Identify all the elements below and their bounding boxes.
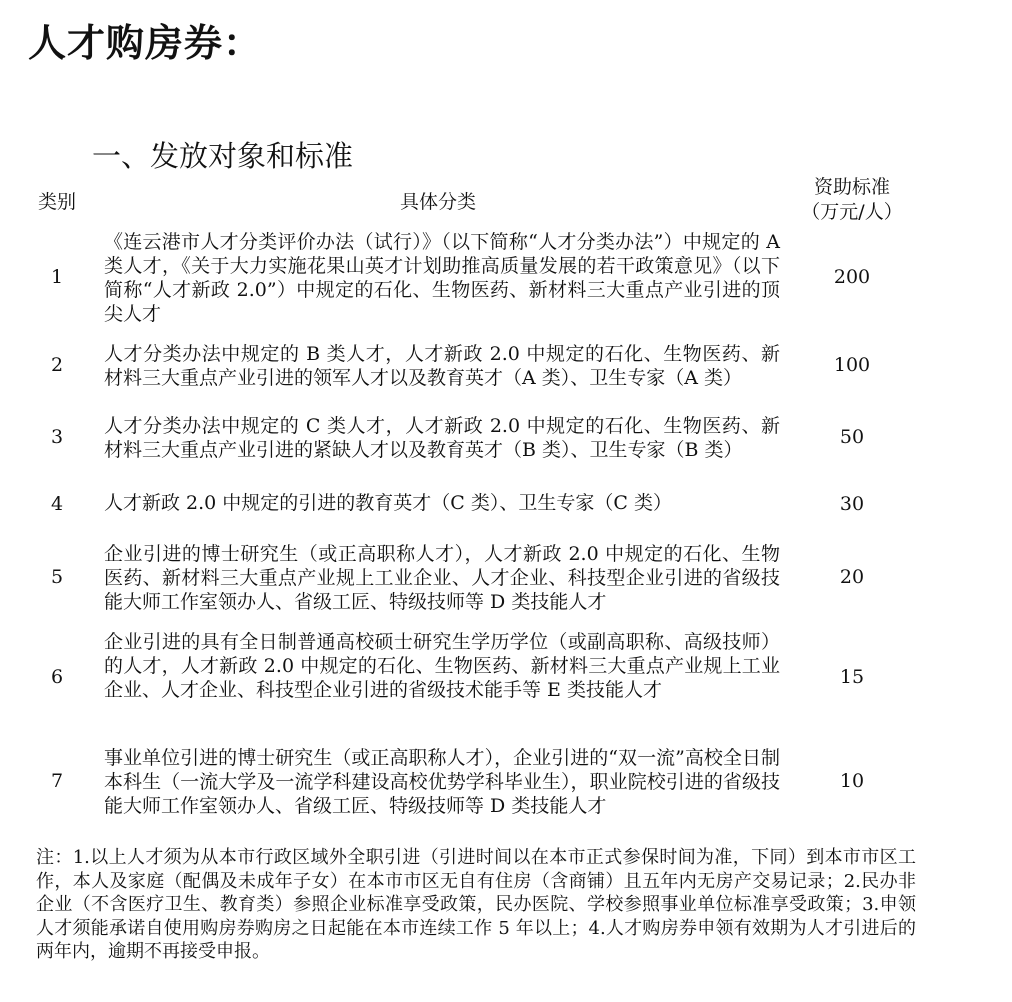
section-title: 一、发放对象和标准 — [92, 139, 354, 173]
row-detail: 事业单位引进的博士研究生（或正高职称人才），企业引进的“双一流”高校全日制本科生（一流大学及一流学科建设高校优势学科毕业生），职业院校引进的省级技能大师工作室领办人、省级工匠、特级技师等 D 类技能人才 — [104, 747, 780, 817]
row-detail: 《连云港市人才分类评价办法（试行）》（以下简称“人才分类办法”）中规定的 A 类人才，《关于大力实施花果山英才计划助推高质量发展的若干政策意见》（以下简称“人才新政 2.0”）中规定的石化、生物医药、新材料三大重点产业引进的顶尖人才 — [104, 231, 780, 325]
row-category: 1 — [50, 266, 64, 288]
row-amount: 30 — [839, 493, 865, 515]
row-category: 7 — [50, 770, 64, 792]
header-standard-line2: （万元/人） — [801, 201, 903, 223]
row-category: 6 — [50, 666, 64, 688]
row-amount: 15 — [839, 666, 865, 688]
row-amount: 100 — [833, 354, 871, 376]
page-title: 人才购房券： — [28, 21, 263, 65]
row-amount: 200 — [833, 266, 871, 288]
header-standard-line1: 资助标准 — [813, 176, 890, 198]
row-detail: 人才分类办法中规定的 C 类人才，人才新政 2.0 中规定的石化、生物医药、新材料三大重点产业引进的紧缺人才以及教育英才（B 类）、卫生专家（B 类） — [104, 415, 780, 461]
row-amount: 50 — [839, 426, 865, 448]
header-category: 类别 — [37, 191, 76, 213]
row-category: 3 — [50, 426, 64, 448]
row-category: 2 — [50, 354, 64, 376]
row-detail: 人才新政 2.0 中规定的引进的教育英才（C 类）、卫生专家（C 类） — [104, 492, 672, 514]
row-category: 4 — [50, 493, 64, 515]
row-amount: 20 — [839, 566, 865, 588]
row-detail: 人才分类办法中规定的 B 类人才，人才新政 2.0 中规定的石化、生物医药、新材料三大重点产业引进的领军人才以及教育英才（A 类）、卫生专家（A 类） — [104, 343, 780, 389]
row-category: 5 — [50, 566, 64, 588]
header-standard — [790, 175, 914, 225]
header-detail: 具体分类 — [399, 191, 476, 213]
row-detail: 企业引进的具有全日制普通高校硕士研究生学历学位（或副高职称、高级技师）的人才，人才新政 2.0 中规定的石化、生物医药、新材料三大重点产业规上工业企业、人才企业、科技型企业引进的省级技术能手等 E 类技能人才 — [104, 631, 780, 701]
row-detail: 企业引进的博士研究生（或正高职称人才），人才新政 2.0 中规定的石化、生物医药、新材料三大重点产业规上工业企业、人才企业、科技型企业引进的省级技能大师工作室领办人、省级工匠、特级技师等 D 类技能人才 — [104, 543, 780, 613]
footnote: 注：1.以上人才须为从本市行政区域外全职引进（引进时间以在本市正式参保时间为准，下同）到本市市区工作，本人及家庭（配偶及未成年子女）在本市市区无自有住房（含商铺）且五年内无房产交易记录；2.民办非企业（不含医疗卫生、教育类）参照企业标准享受政策，民办医院、学校参照事业单位标准享受政策；3.申领人才须能承诺自使用购房券购房之日起能在本市连续工作 5 年以上；4.人才购房券申领有效期为人才引进后的两年内，逾期不再接受申报。 — [36, 847, 916, 962]
row-amount: 10 — [839, 770, 865, 792]
